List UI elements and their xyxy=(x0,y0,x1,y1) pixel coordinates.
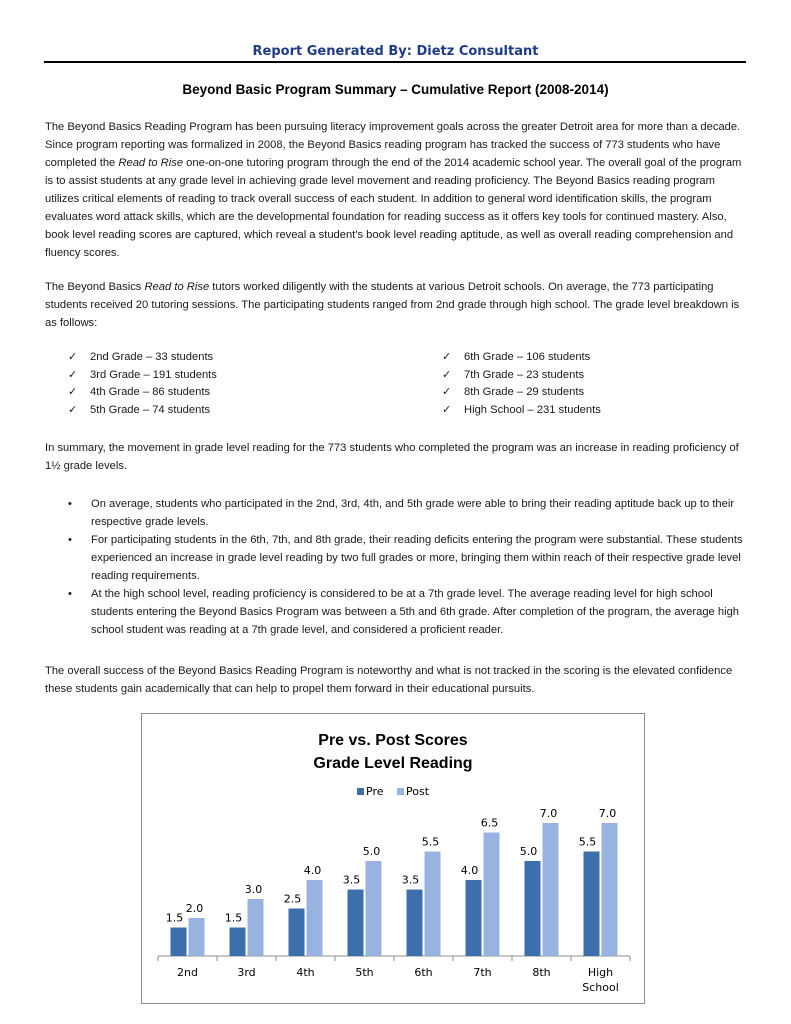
list-item-text: 3rd Grade – 191 students xyxy=(90,368,217,381)
data-label: 7.0 xyxy=(539,807,558,820)
grade-item xyxy=(442,402,601,420)
pre-bar xyxy=(348,890,364,957)
summary-paragraph: In summary, the movement in grade level reading for the 773 students who completed the program was an increase in reading proficiency of 1½ grade levels. xyxy=(45,442,739,472)
pre-bar xyxy=(407,890,423,957)
post-bar xyxy=(189,918,205,956)
list-item-text: 8th Grade – 29 students xyxy=(464,386,585,398)
data-label: 5.0 xyxy=(519,845,538,858)
chart-title: Grade Level Reading xyxy=(313,755,473,772)
grade-item xyxy=(68,384,217,402)
tutoring-text-end: tutors worked diligently with the students at various Detroit schools. On average, the 773 participating students received 20 tutoring sessions. The participating students ranged from 2nd grade through high school. The grade level breakdown is as follows: xyxy=(45,281,740,329)
data-label: 1.5 xyxy=(224,911,243,925)
category-label: 8th xyxy=(532,966,551,979)
data-label: 6.5 xyxy=(480,816,499,830)
data-label: 7.0 xyxy=(598,807,617,820)
legend-swatch xyxy=(357,788,364,795)
category-label: 7th xyxy=(473,966,492,979)
grade-item xyxy=(442,349,601,367)
header-rule xyxy=(44,61,746,63)
intro-text-start: The Beyond Basics Reading Program has been pursuing literacy improvement goals across the greater Detroit area for more than a decade. Since program reporting was formalized in 2008, the Beyond Basics reading program has tracked the success of 773 students who have completed the xyxy=(45,121,741,169)
category-label: School xyxy=(582,981,619,994)
legend-label: Pre xyxy=(366,785,384,798)
post-bar xyxy=(307,880,323,956)
grade-item xyxy=(68,402,217,420)
category-label: 6th xyxy=(414,966,433,979)
post-bar xyxy=(484,833,500,957)
list-item-text: 5th Grade – 74 students xyxy=(90,403,211,416)
tutoring-paragraph xyxy=(45,278,751,332)
report-generated-by: Report Generated By: Dietz Consultant xyxy=(252,44,539,59)
list-item-text: High School – 231 students xyxy=(464,403,601,416)
pre-bar xyxy=(525,861,541,956)
pre-bar xyxy=(466,880,482,956)
grade-item xyxy=(68,349,217,367)
legend-swatch xyxy=(397,788,404,795)
post-bar xyxy=(425,852,441,957)
post-bar xyxy=(248,899,264,956)
category-label: 5th xyxy=(355,966,374,979)
post-bar xyxy=(602,823,618,956)
pre-post-chart xyxy=(142,714,644,1003)
chart-frame xyxy=(141,713,645,1004)
chart-title: Pre vs. Post Scores xyxy=(318,732,468,749)
list-item-text: 4th Grade – 86 students xyxy=(90,386,211,398)
list-item-text: 2nd Grade – 33 students xyxy=(90,351,214,363)
pre-bar xyxy=(230,928,246,957)
conclusion-paragraph: The overall success of the Beyond Basics Reading Program is noteworthy and what is not tracked in the scoring is the elevated confidence these students gain academically that can help to propel them forward in their educational pursuits. xyxy=(45,665,733,695)
category-label: 4th xyxy=(296,966,315,979)
data-label: 2.0 xyxy=(185,902,204,915)
pre-bar xyxy=(171,928,187,957)
document-title: Beyond Basic Program Summary – Cumulative Report (2008-2014) xyxy=(182,82,609,97)
list-item-text: 7th Grade – 23 students xyxy=(464,368,585,381)
program-name: Read to Rise xyxy=(144,281,210,293)
findings-list xyxy=(68,495,750,639)
checkmark-icon: ✓ xyxy=(68,351,78,363)
bullet-icon: • xyxy=(68,534,72,546)
bullet-icon: • xyxy=(68,588,72,600)
pre-bar xyxy=(289,909,305,957)
data-label: 5.0 xyxy=(362,845,381,858)
checkmark-icon: ✓ xyxy=(68,386,78,398)
post-bar xyxy=(543,823,559,956)
finding-item xyxy=(68,585,750,639)
list-item-text: At the high school level, reading proficiency is considered to be at a 7th grade level. The average reading level for high school students entering the Beyond Basics Program was between a 5th and 6th grade. After completion of the program, the average high school student was reading at a 7th grade level, and considered a proficient reader. xyxy=(91,588,740,636)
data-label: 3.5 xyxy=(401,873,420,887)
grade-item xyxy=(442,384,601,402)
bullet-icon: • xyxy=(68,498,72,510)
program-name: Read to Rise xyxy=(118,157,184,169)
data-label: 5.5 xyxy=(421,835,440,849)
data-label: 4.0 xyxy=(303,864,322,877)
checkmark-icon: ✓ xyxy=(442,351,452,363)
data-label: 2.5 xyxy=(283,892,302,906)
checkmark-icon: ✓ xyxy=(442,403,452,416)
checkmark-icon: ✓ xyxy=(68,403,78,416)
category-label: High xyxy=(587,966,614,979)
post-bar xyxy=(366,861,382,956)
list-item-text: For participating students in the 6th, 7th, and 8th grade, their reading deficits entering the program were substantial. These students experienced an increase in grade level reading by two full grades or more, bringing them within reach of their respective grade level reading requirements. xyxy=(91,534,743,582)
data-label: 3.5 xyxy=(342,873,361,887)
grade-breakdown-left xyxy=(68,349,217,419)
intro-text-end: one-on-one tutoring program through the end of the 2014 academic school year. The overall goal of the program is to assist students at any grade level in achieving grade level movement and reading proficiency. The Beyond Basics reading program utilizes critical elements of reading to track overall success of each student. In addition to general word identification skills, the program evaluates word attack skills, which are the developmental foundation for reading success as it offers key tools for continued mastery. Also, book level reading scores are captured, which reveal a student's book level reading aptitude, as well as overall reading comprehension and fluency scores. xyxy=(45,157,742,259)
data-label: 5.5 xyxy=(578,835,597,849)
checkmark-icon: ✓ xyxy=(68,368,78,381)
category-label: 2nd xyxy=(177,966,198,979)
data-label: 3.0 xyxy=(244,883,263,896)
grade-breakdown-right xyxy=(442,349,601,419)
data-label: 4.0 xyxy=(460,864,479,877)
finding-item xyxy=(68,495,750,531)
finding-item xyxy=(68,531,750,585)
list-item-text: On average, students who participated in the 2nd, 3rd, 4th, and 5th grade were able to bring their reading aptitude back up to their respective grade levels. xyxy=(91,498,735,528)
grade-item xyxy=(68,367,217,385)
data-label: 1.5 xyxy=(165,911,184,925)
pre-bar xyxy=(584,852,600,957)
legend-label: Post xyxy=(406,785,430,798)
tutoring-text-start: The Beyond Basics xyxy=(45,281,145,293)
intro-paragraph xyxy=(45,118,751,262)
category-label: 3rd xyxy=(237,966,256,979)
list-item-text: 6th Grade – 106 students xyxy=(464,351,591,363)
checkmark-icon: ✓ xyxy=(442,368,452,381)
grade-item xyxy=(442,367,601,385)
checkmark-icon: ✓ xyxy=(442,386,452,398)
